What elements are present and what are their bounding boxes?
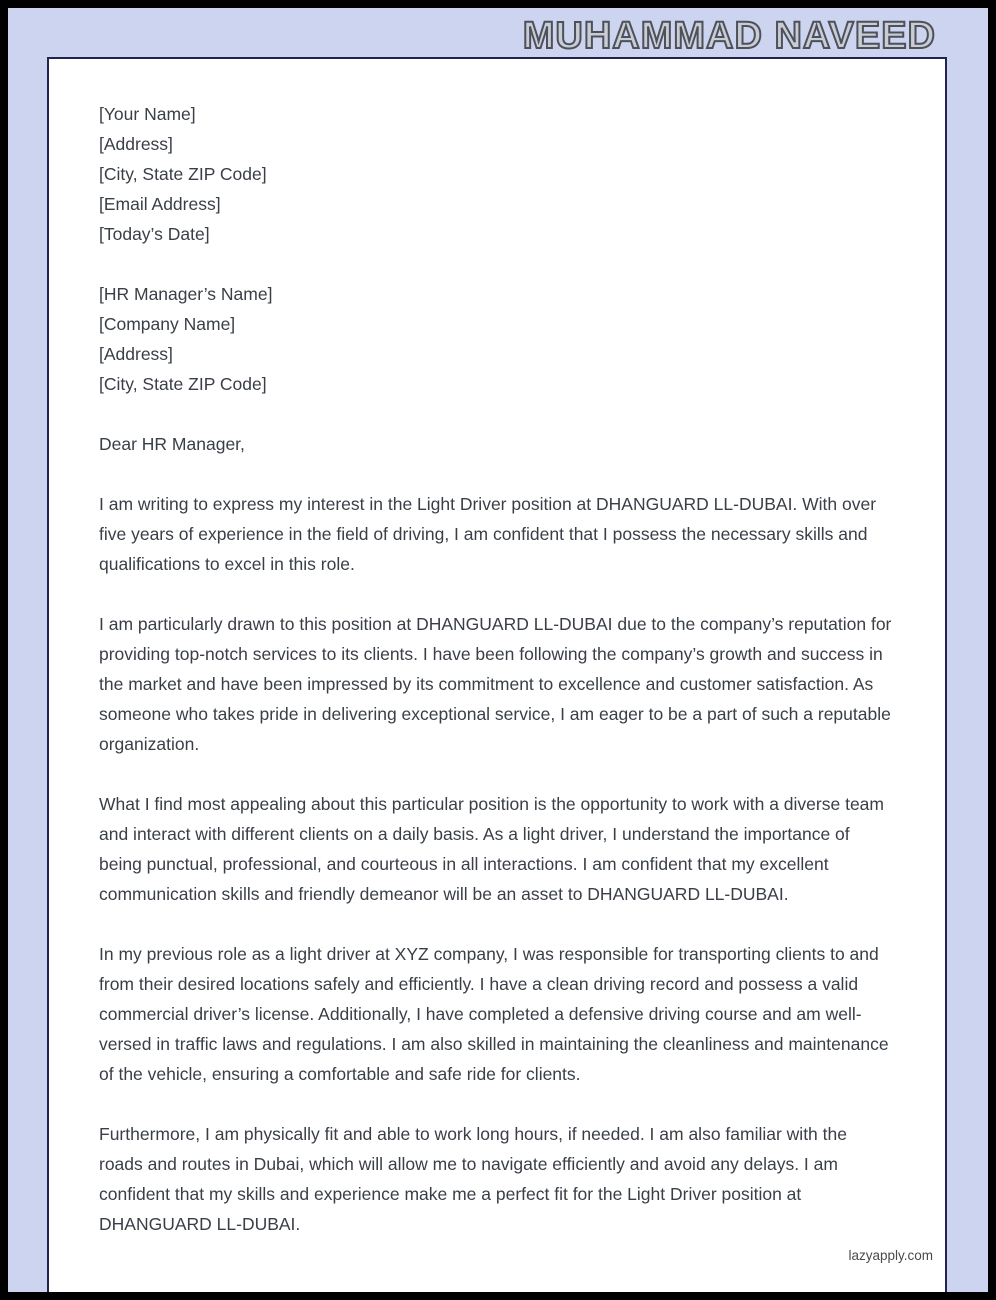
cover-letter-document (47, 57, 947, 1300)
recipient-address-block (99, 279, 895, 399)
letter-paragraph: I am particularly drawn to this position at DHANGUARD LL-DUBAI due to the company’s reputation for providing top-notch services to its clients. I have been following the company’s growth and success in the market and have been impressed by its commitment to excellence and customer satisfaction. As someone who takes pride in delivering exceptional service, I am eager to be a part of such a reputable organization. (99, 614, 892, 754)
salutation (99, 429, 895, 459)
header-name: MUHAMMAD NAVEED (522, 15, 936, 57)
sender-address-block (99, 99, 895, 249)
sender-line: [Address] (99, 134, 173, 154)
letter-paragraph: What I find most appealing about this particular position is the opportunity to work with a diverse team and interact with different clients on a daily basis. As a light driver, I understand the importance of being punctual, professional, and courteous in all interactions. I am confident that my excellent communication skills and friendly demeanor will be an asset to DHANGUARD LL-DUBAI. (99, 794, 884, 904)
recipient-line: [HR Manager’s Name] (99, 284, 273, 304)
sender-line: [Email Address] (99, 194, 221, 214)
recipient-line: [City, State ZIP Code] (99, 374, 267, 394)
letter-paragraph: In my previous role as a light driver at XYZ company, I was responsible for transporting clients to and from their desired locations safely and efficiently. I have a clean driving record and possess a valid commercial driver’s license. Additionally, I have completed a defensive driving course and am well-versed in traffic laws and regulations. I am also skilled in maintaining the cleanliness and maintenance of the vehicle, ensuring a comfortable and safe ride for clients. (99, 944, 889, 1084)
watermark: lazyapply.com (845, 1246, 936, 1266)
recipient-line: [Company Name] (99, 314, 236, 334)
letter-paragraph: I am writing to express my interest in the Light Driver position at DHANGUARD LL-DUBAI. With over five years of experience in the field of driving, I am confident that I possess the necessary skills and qualifications to excel in this role. (99, 494, 877, 574)
sender-line: [City, State ZIP Code] (99, 164, 267, 184)
sender-line: [Today’s Date] (99, 224, 210, 244)
salutation-line: Dear HR Manager, (99, 434, 245, 454)
sender-line: [Your Name] (99, 104, 196, 124)
recipient-line: [Address] (99, 344, 173, 364)
letter-paragraph: Furthermore, I am physically fit and able to work long hours, if needed. I am also familiar with the roads and routes in Dubai, which will allow me to navigate efficiently and avoid any delays. I am confident that my skills and experience make me a perfect fit for the Light Driver position at DHANGUARD LL-DUBAI. (99, 1124, 847, 1234)
